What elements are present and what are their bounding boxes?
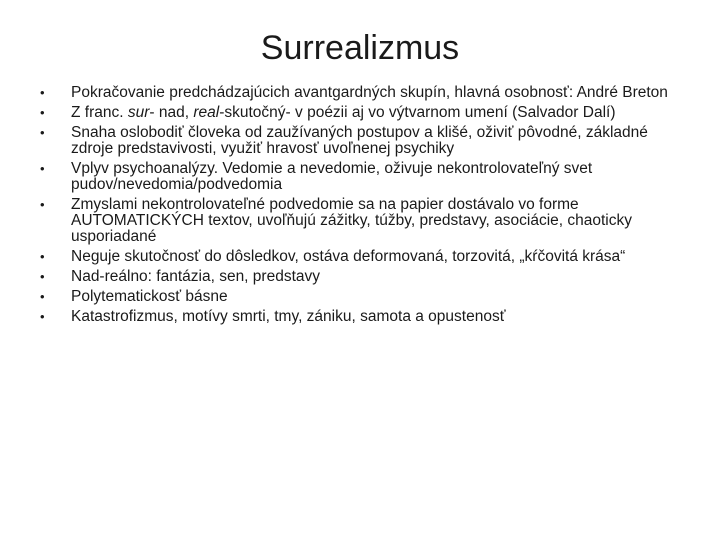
text-segment: Zmyslami nekontrolovateľné podvedomie sa na papier dostávalo vo forme AUTOMATICKÝCH textov, uvoľňujú zážitky, túžby, predstavy, asociácie, chaoticky usporiadané: [71, 196, 632, 245]
bullet-text: [71, 289, 688, 305]
text-segment: Katastrofizmus, motívy smrti, tmy, zániku, samota a opustenosť: [71, 308, 506, 325]
text-segment: Pokračovanie predchádzajúcich avantgardných skupín, hlavná osobnosť: André Breton: [71, 84, 668, 101]
bullet-item: [38, 105, 688, 121]
text-segment: Polytematickosť básne: [71, 288, 228, 305]
italic-term: sur: [127, 104, 150, 121]
text-segment: Z franc.: [71, 104, 128, 121]
bullet-item: [38, 197, 688, 245]
bullet-text: [71, 125, 688, 157]
bullet-text: [71, 309, 688, 325]
bullet-list: [38, 85, 688, 329]
text-segment: -skutočný- v poézii aj vo výtvarnom umení (Salvador Dalí): [219, 104, 616, 121]
bullet-marker: •: [40, 309, 45, 324]
text-segment: Vplyv psychoanalýzy. Vedomie a nevedomie, oživuje nekontrolovateľný svet pudov/nevedomia/podvedomia: [71, 160, 593, 193]
text-segment: Nad-reálno: fantázia, sen, predstavy: [71, 268, 320, 285]
bullet-text: [71, 85, 688, 101]
bullet-text: [71, 161, 688, 193]
slide-title: Surrealizmus: [260, 29, 460, 67]
bullet-text: [71, 269, 688, 285]
bullet-marker: •: [40, 197, 45, 212]
bullet-marker: •: [40, 125, 45, 140]
bullet-marker: •: [40, 105, 45, 120]
bullet-text: [71, 249, 688, 265]
bullet-marker: •: [40, 269, 45, 284]
bullet-item: [38, 309, 688, 325]
italic-term: real: [193, 104, 220, 121]
bullet-marker: •: [40, 85, 45, 100]
bullet-marker: •: [40, 249, 45, 264]
bullet-item: [38, 161, 688, 193]
bullet-item: [38, 125, 688, 157]
text-segment: Snaha oslobodiť človeka od zaužívaných postupov a klišé, oživiť pôvodné, základné zdroje predstavivosti, využiť hravosť uvoľnenej psychiky: [71, 124, 648, 157]
bullet-marker: •: [40, 161, 45, 176]
bullet-item: [38, 85, 688, 101]
bullet-text: [71, 105, 688, 121]
bullet-item: [38, 249, 688, 265]
bullet-text: [71, 197, 688, 245]
text-segment: Neguje skutočnosť do dôsledkov, ostáva deformovaná, torzovitá, „kŕčovitá krása“: [71, 248, 626, 265]
bullet-item: [38, 289, 688, 305]
bullet-marker: •: [40, 289, 45, 304]
text-segment: - nad,: [149, 104, 194, 121]
bullet-item: [38, 269, 688, 285]
